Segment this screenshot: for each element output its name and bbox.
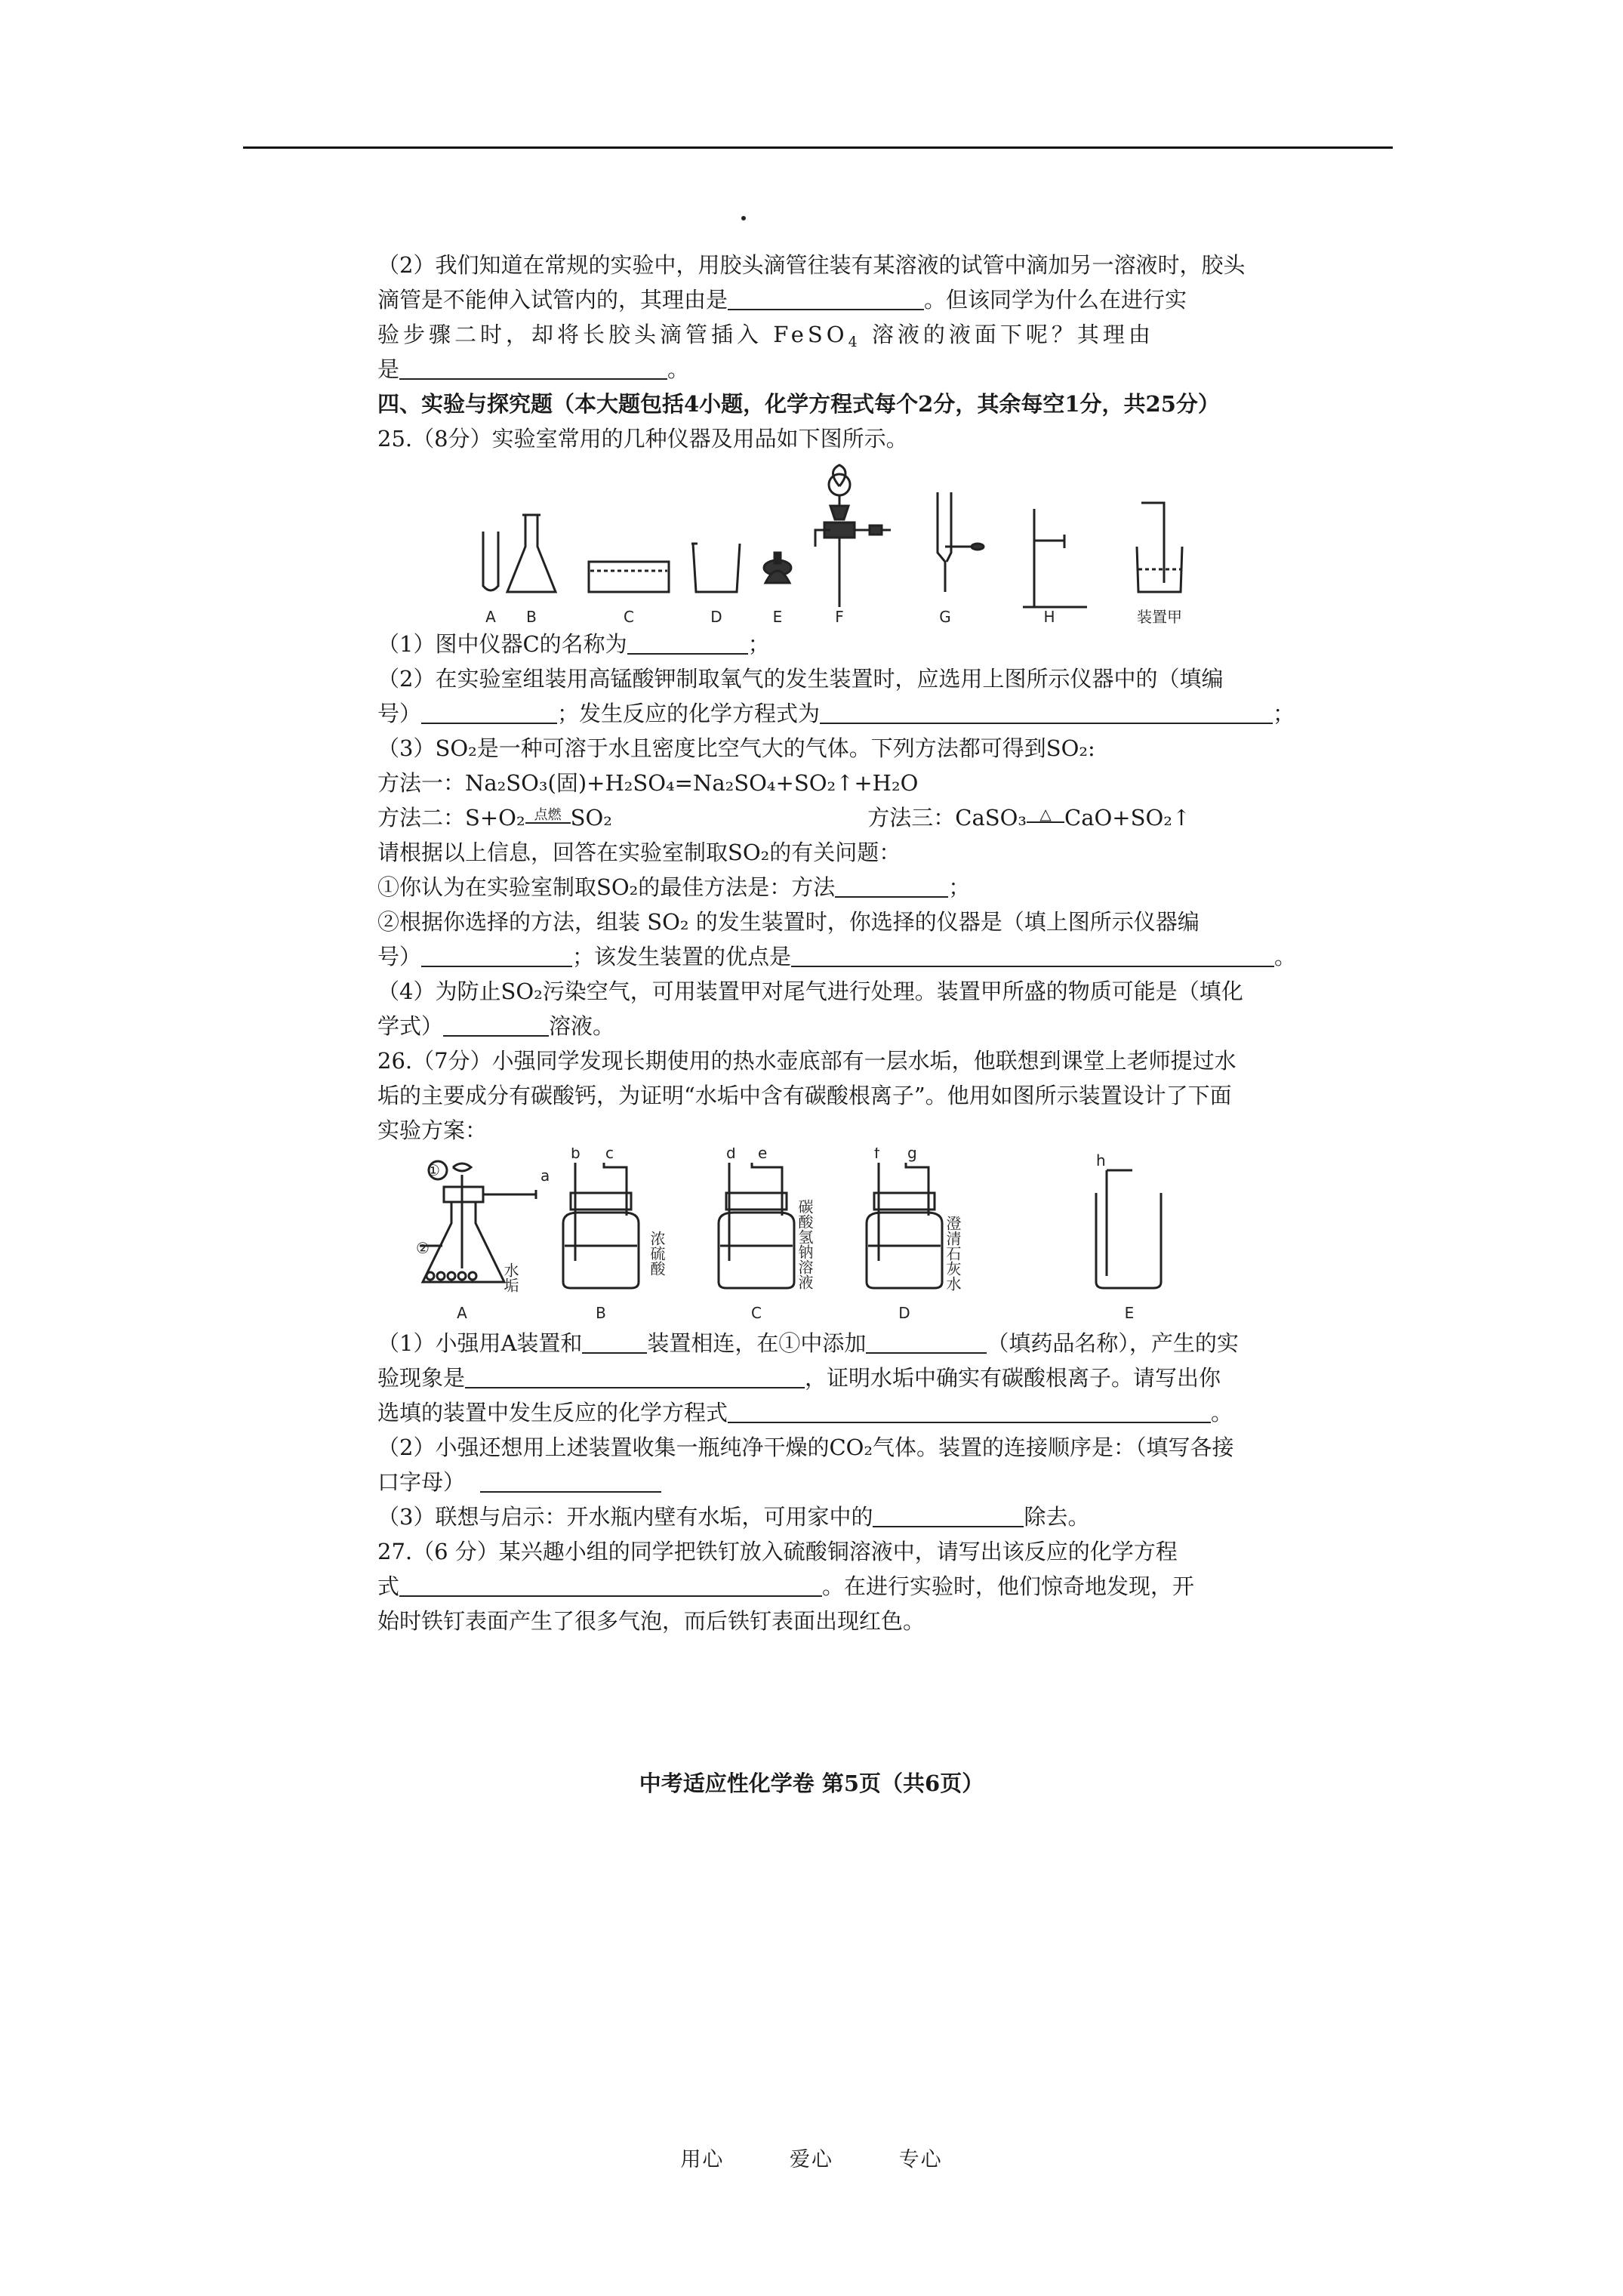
- q25-stem: 25.（8分）实验室常用的几种仪器及用品如下图所示。: [377, 426, 908, 451]
- q26-part3: （3）联想与启示：开水瓶内壁有水垢，可用家中的 除去。: [377, 1504, 1090, 1530]
- q26-part1-line2: 验现象是 ，证明水垢中确实有碳酸根离子。请写出你: [377, 1365, 1221, 1391]
- q25-method1: 方法一：Na₂SO₃(固)+H₂SO₄=Na₂SO₄+SO₂↑+H₂O: [377, 770, 919, 796]
- q26-part1-line1: （1）小强用A装置和 装置相连，在①中添加 （填药品名称），产生的实: [377, 1330, 1239, 1356]
- q25-method2-3: 方法二：S+O₂ 点燃 SO₂ 方法三：CaSO₃ △ CaO+SO₂↑: [377, 805, 1191, 831]
- test-tube-A: [483, 532, 498, 590]
- answer-blank[interactable]: [820, 700, 1273, 724]
- q26-line2: 垢的主要成分有碳酸钙，为证明“水垢中含有碳酸根离子”。他用如图所示装置设计了下面: [377, 1083, 1232, 1108]
- q26-part1-line3: 选填的装置中发生反应的化学方程式 。: [377, 1400, 1233, 1425]
- fig-label-H: H: [1043, 608, 1055, 626]
- q25-part1: （1）图中仪器C的名称为 ；: [377, 631, 770, 657]
- q24-line1: （2）我们知道在常规的实验中，用胶头滴管往装有某溶液的试管中滴加另一溶液时，胶头: [377, 252, 1246, 278]
- fig-label-C: C: [624, 608, 634, 626]
- answer-blank[interactable]: [582, 1330, 647, 1354]
- answer-blank[interactable]: [421, 700, 557, 724]
- apparatus-E: [1096, 1170, 1161, 1288]
- answer-blank[interactable]: [728, 286, 924, 310]
- q25-part2-line1: （2）在实验室组装用高锰酸钾制取氧气的发生装置时，应选用上图所示仪器中的（填编: [377, 666, 1224, 692]
- port-g: g: [907, 1148, 917, 1162]
- q24-line2: 滴管是不能伸入试管内的，其理由是 。但该同学为什么在进行实: [377, 287, 1187, 313]
- page-content: [377, 248, 1321, 1638]
- fig-label-jia: 装置甲: [1137, 608, 1182, 626]
- q25-part3: （3）SO₂是一种可溶于水且密度比空气大的气体。下列方法都可得到SO₂:: [377, 735, 1095, 761]
- ignite-condition: 点燃: [525, 809, 571, 824]
- fig-label-D: D: [898, 1304, 910, 1322]
- q25-part4-line1: （4）为防止SO₂污染空气，可用装置甲对尾气进行处理。装置甲所盛的物质可能是（填化: [377, 978, 1243, 1004]
- q25-ask: 请根据以上信息，回答在实验室制取SO₂的有关问题：: [377, 840, 901, 865]
- answer-blank[interactable]: [399, 1573, 822, 1597]
- trough-C: [589, 562, 669, 592]
- port-d: d: [726, 1148, 736, 1162]
- answer-blank[interactable]: [866, 1330, 987, 1354]
- q27-line3: 始时铁钉表面产生了很多气泡，而后铁钉表面出现红色。: [377, 1608, 925, 1634]
- circle-label-2: ②: [416, 1239, 430, 1257]
- heat-condition: △: [1027, 806, 1064, 823]
- answer-blank[interactable]: [421, 943, 572, 967]
- label-limewater: 澄清石灰水: [944, 1216, 962, 1291]
- port-h: h: [1096, 1151, 1106, 1170]
- apparatus-B: [563, 1163, 639, 1288]
- page-footer: 中考适应性化学卷 第5页（共6页）: [639, 1771, 984, 1796]
- fig-label-E: E: [772, 608, 783, 626]
- q25-sub1: ①你认为在实验室制取SO₂的最佳方法是：方法 ；: [377, 874, 971, 900]
- fig-label-E: E: [1124, 1304, 1135, 1322]
- separatory-funnel-F: [815, 465, 891, 607]
- port-f: f: [874, 1148, 880, 1162]
- port-b: b: [571, 1148, 581, 1162]
- fig-label-A: A: [485, 608, 496, 626]
- bottom-slogan: [0, 2143, 1623, 2172]
- port-e: e: [758, 1148, 768, 1162]
- fig-label-B: B: [526, 608, 537, 626]
- answer-blank[interactable]: [835, 874, 948, 898]
- burette-G: [938, 492, 984, 592]
- answer-blank[interactable]: [443, 1012, 549, 1037]
- alcohol-lamp-E: [764, 553, 791, 583]
- q26-part2-line2: 口字母）: [377, 1465, 1321, 1499]
- port-c: c: [605, 1148, 614, 1162]
- header-rule: [243, 146, 1393, 149]
- q24-line4: 是 。: [377, 356, 690, 382]
- label-scale: 水垢: [501, 1262, 519, 1293]
- answer-blank[interactable]: [791, 943, 1274, 967]
- answer-blank[interactable]: [728, 1399, 1211, 1423]
- answer-blank[interactable]: [873, 1503, 1024, 1527]
- fig-label-B: B: [596, 1304, 606, 1322]
- fig-label-A: A: [457, 1304, 467, 1322]
- apparatus-D: [867, 1163, 942, 1288]
- q27-line1: 27.（6 分）某兴趣小组的同学把铁钉放入硫酸铜溶液中，请写出该反应的化学方程: [377, 1539, 1178, 1564]
- q25-sub2-line2: 号） ；该发生装置的优点是 。: [377, 944, 1297, 969]
- q26-line1: 26.（7分）小强同学发现长期使用的热水壶底部有一层水垢，他联想到课堂上老师提过水: [377, 1048, 1236, 1074]
- answer-blank[interactable]: [399, 356, 667, 380]
- fig-label-D: D: [710, 608, 722, 626]
- slogan-3: 专心: [898, 2148, 943, 2171]
- absorber-apparatus-jia: [1137, 503, 1182, 592]
- port-a: a: [540, 1166, 550, 1185]
- answer-blank[interactable]: [480, 1469, 661, 1493]
- label-conc-sulfuric-acid: 浓硫酸: [648, 1231, 666, 1276]
- q26-apparatus-figure: [377, 1148, 1321, 1326]
- circle-label-1: ①: [427, 1161, 440, 1179]
- q27-line2: 式 。在进行实验时，他们惊奇地发现，开: [377, 1573, 1195, 1599]
- q25-part4-line2: 学式） 溶液。: [377, 1013, 615, 1039]
- section-title: 四、实验与探究题（本大题包括4小题，化学方程式每个2分，其余每空1分，共25分）: [377, 391, 1220, 417]
- q25-sub2-line1: ②根据你选择的方法，组装 SO₂ 的发生装置时，你选择的仪器是（填上图所示仪器编: [377, 909, 1200, 935]
- apparatus-C: [719, 1163, 794, 1288]
- slogan-2: 爱心: [790, 2148, 833, 2171]
- q26-part2-line1: （2）小强还想用上述装置收集一瓶纯净干燥的CO₂气体。装置的连接顺序是：（填写各接: [377, 1435, 1234, 1460]
- q24-line3: 验步骤二时，却将长胶头滴管插入 FeSO$_4$ 溶液的液面下呢？其理由: [377, 322, 1154, 350]
- slogan-1: 用心: [680, 2148, 725, 2171]
- fig-label-F: F: [835, 608, 844, 626]
- fig-label-C: C: [751, 1304, 762, 1322]
- q25-apparatus-figure: [377, 456, 1321, 627]
- answer-blank[interactable]: [465, 1364, 805, 1388]
- iron-stand-H: [1023, 509, 1087, 607]
- q25-part2-line2: 号） ；发生反应的化学方程式为 ；: [377, 701, 1295, 726]
- label-bicarbonate: 碳酸氢钠溶液: [796, 1199, 814, 1290]
- conical-flask-B: [507, 515, 556, 592]
- beaker-D: [691, 544, 740, 592]
- scan-dot: [741, 216, 746, 220]
- q26-line3: 实验方案：: [377, 1117, 488, 1143]
- answer-blank[interactable]: [627, 630, 748, 655]
- fig-label-G: G: [939, 608, 951, 626]
